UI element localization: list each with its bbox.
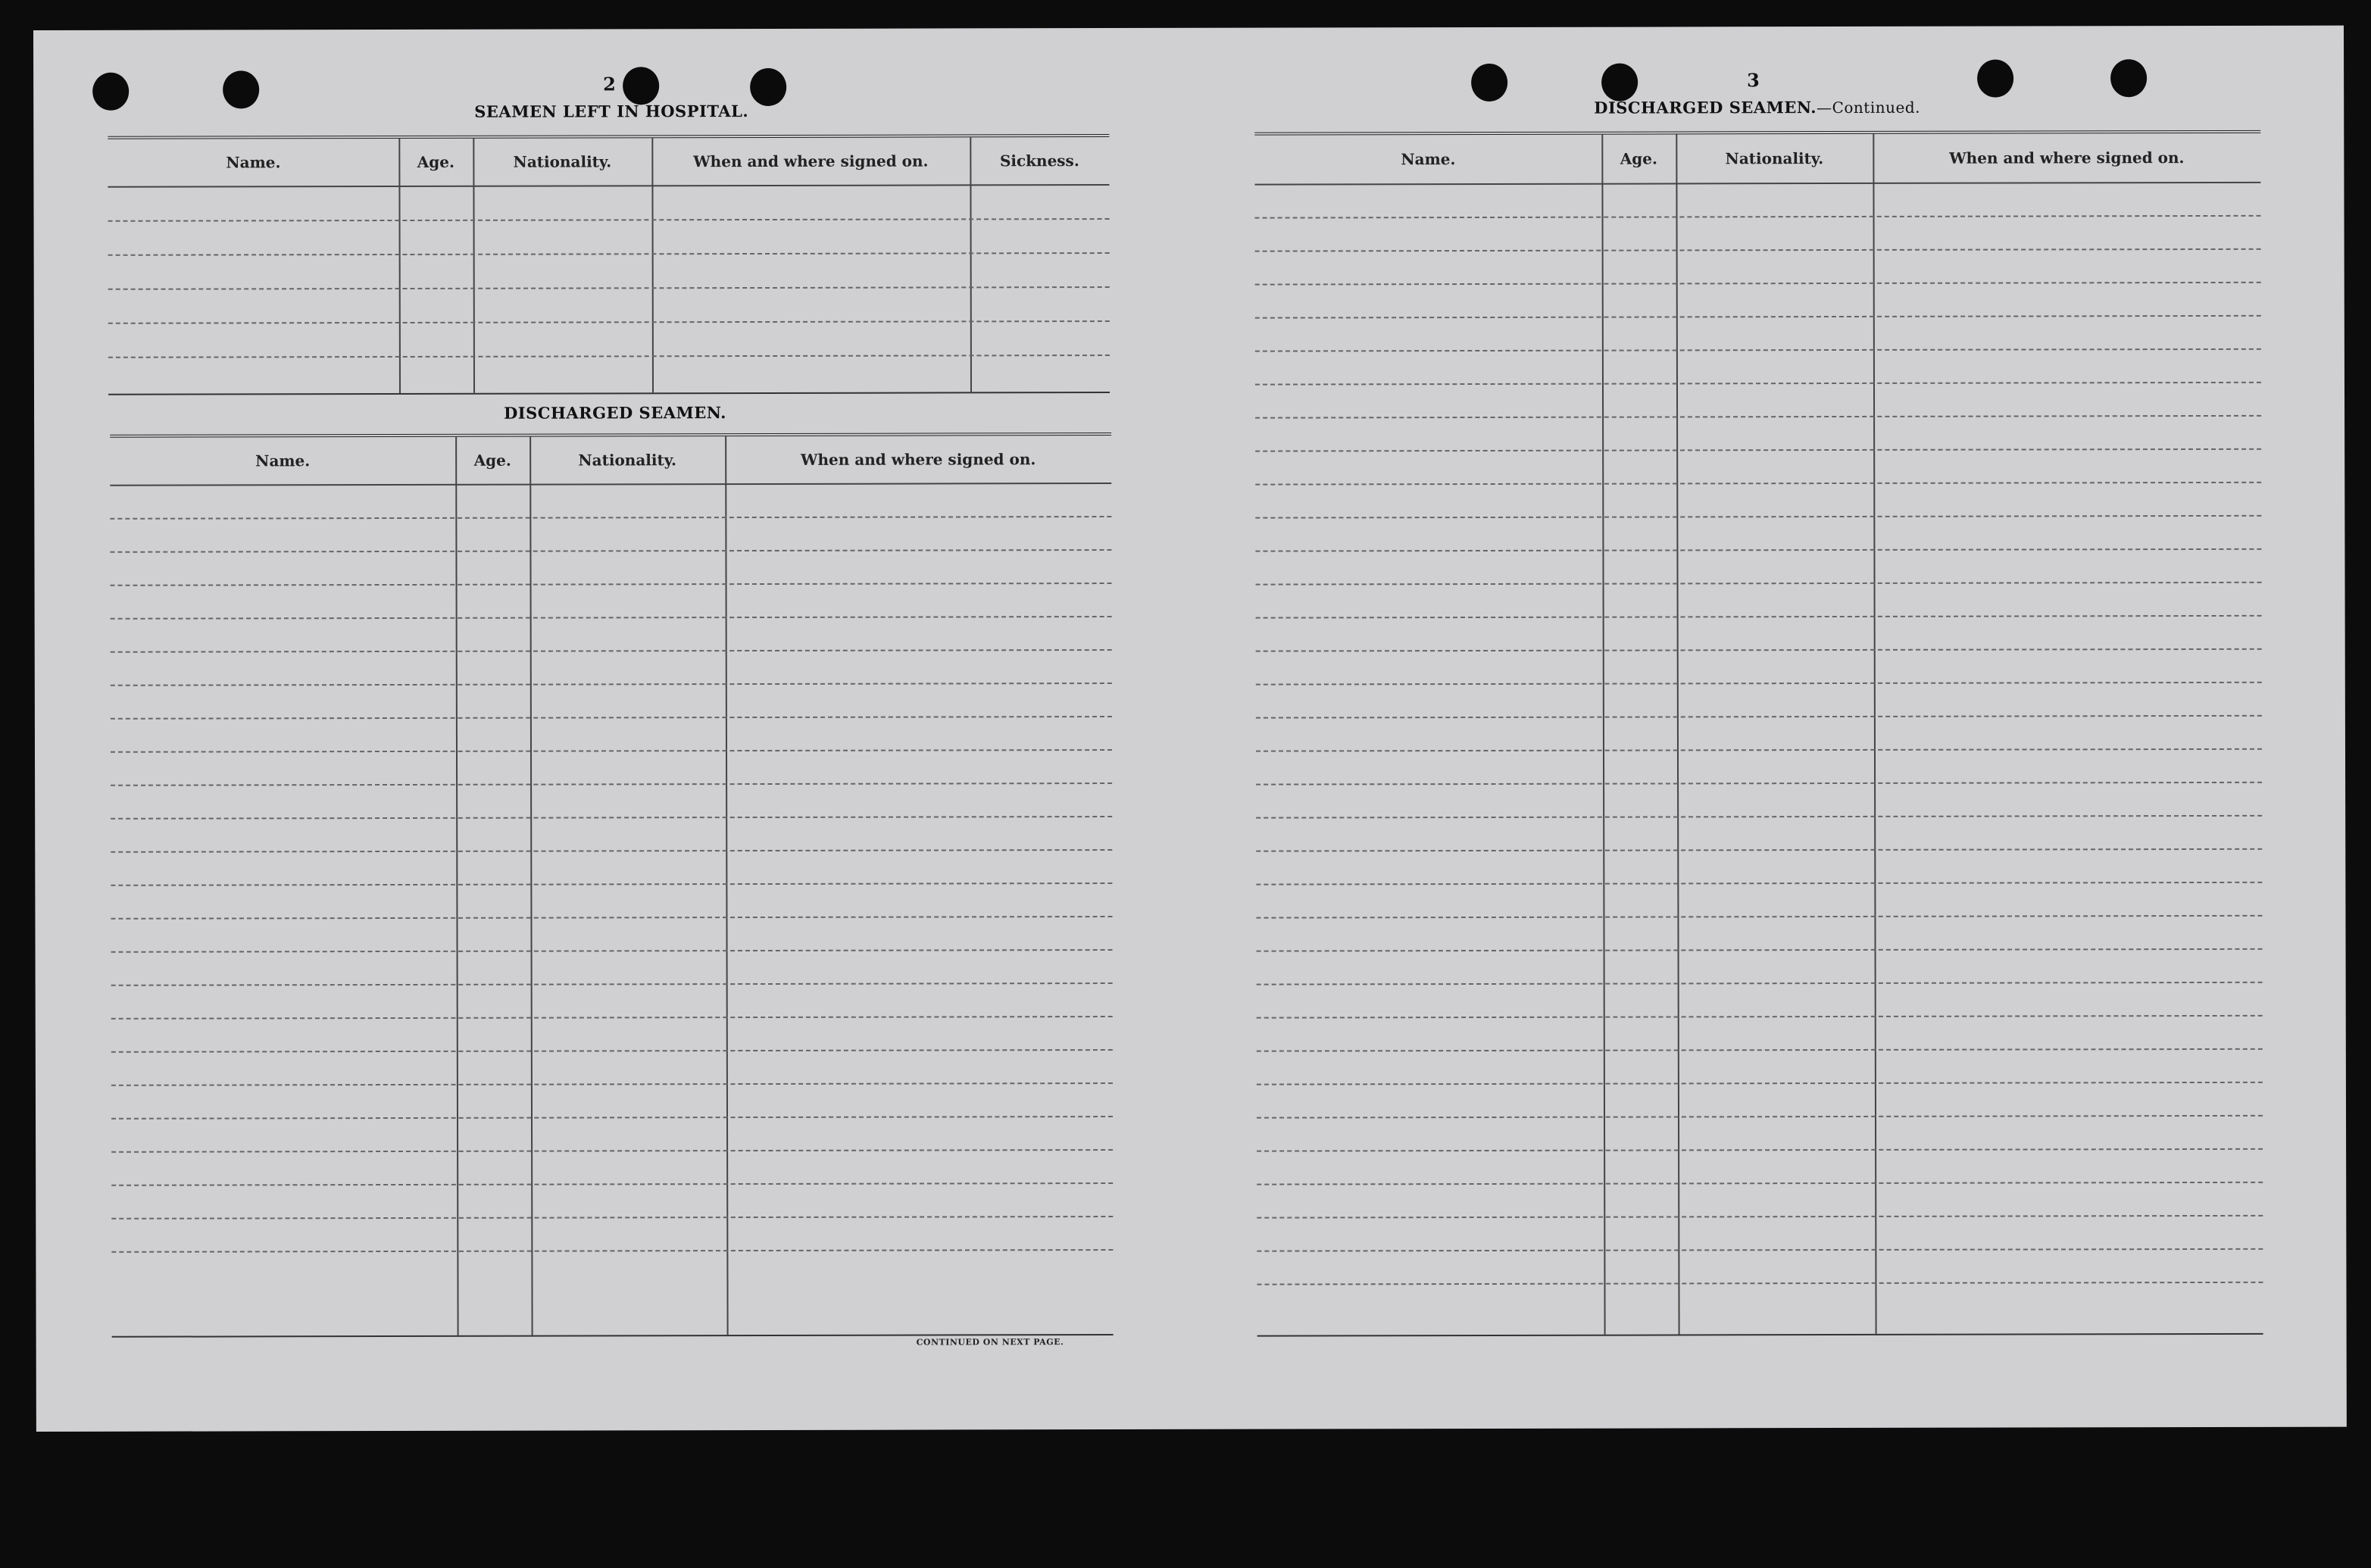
col-header-age: Age. [417,152,455,171]
table-row [1257,1117,2263,1152]
table-row [1255,283,2261,319]
table-row [111,884,1112,920]
table-row [1255,317,2261,352]
punch-hole [1601,64,1638,102]
table-row [1255,517,2261,552]
col-header-name: Name. [226,153,281,172]
discharged-section-title: DISCHARGED SEAMEN. [504,403,726,423]
discharged-table-right [1254,130,2263,1337]
table-row [110,517,1111,553]
col-header-sickness: Sickness. [999,151,1079,170]
col-header-age: Age. [473,451,511,470]
discharged-table-left [110,433,1113,1338]
punch-hole [1977,60,2013,98]
table-row [1256,617,2262,652]
punch-hole [750,68,786,106]
table-row [111,917,1112,953]
table-row [111,1084,1113,1120]
discharged-table-left-header [110,436,1111,486]
hospital-table [108,134,1110,395]
table-row [1256,583,2262,619]
discharged-continued-title-main: DISCHARGED SEAMEN. [1594,98,1817,117]
table-row [111,784,1112,820]
col-header-signed-on: When and where signed on. [801,450,1036,469]
table-row [1257,950,2263,985]
continued-footnote: CONTINUED ON NEXT PAGE. [916,1337,1064,1348]
table-row [1254,183,2260,219]
table-row [108,322,1110,358]
table-row [108,254,1110,290]
table-row [1257,1083,2263,1119]
table-row [1255,250,2261,286]
table-row [111,1217,1113,1253]
page-number-left: 2 [603,73,616,95]
hospital-rows [108,186,1110,394]
table-row [1256,917,2262,952]
table-row [111,617,1112,653]
table-row [111,651,1112,686]
table-row [108,186,1109,222]
table-row [1256,717,2262,752]
table-row [1257,1183,2263,1219]
table-row [111,1017,1113,1053]
table-row [1256,850,2262,886]
discharged-table-right-header [1254,133,2260,186]
discharged-continued-title-suffix: —Continued. [1817,98,1921,117]
table-row [111,851,1112,886]
table-row [110,551,1111,586]
table-row [1257,1050,2263,1085]
col-header-nationality: Nationality. [1725,149,1824,168]
table-row [1257,1017,2263,1052]
discharged-rows-left [110,484,1113,1336]
table-row [111,1151,1113,1186]
table-row [1255,483,2261,519]
punch-hole [623,67,659,105]
table-row [108,220,1110,256]
col-header-signed-on: When and where signed on. [693,151,929,171]
table-row [1256,883,2262,919]
table-row [111,717,1112,753]
table-row [110,484,1111,520]
table-row [111,684,1112,720]
table-row [111,817,1112,853]
col-header-nationality: Nationality. [578,451,677,470]
table-row [1257,1250,2263,1285]
col-header-age: Age. [1620,149,1657,168]
table-row [111,1184,1113,1220]
table-row [1255,550,2261,586]
page-number-right: 3 [1747,69,1760,92]
table-row [1256,783,2262,819]
col-header-nationality: Nationality. [513,152,612,171]
table-row [111,951,1113,986]
punch-hole [1471,64,1507,102]
table-row [1255,383,2261,419]
table-row [111,984,1113,1020]
table-row [1255,417,2261,452]
col-header-name: Name. [255,451,311,470]
table-row [111,751,1112,786]
discharged-rows-right [1254,183,2263,1335]
table-row [1255,350,2261,386]
hospital-table-header [108,137,1109,188]
punch-hole [2110,59,2147,97]
table-row [111,1117,1113,1153]
table-row [108,288,1110,324]
table-row [1256,683,2262,719]
punch-hole [92,73,129,111]
table-row [111,584,1112,620]
table-row [1256,750,2262,786]
hospital-section-title: SEAMEN LEFT IN HOSPITAL. [474,102,749,121]
table-row [1255,450,2261,486]
table-row [1256,817,2262,852]
table-row [1257,1150,2263,1185]
table-row [111,1251,1113,1288]
table-row [1257,983,2263,1019]
table-row [1255,217,2261,252]
table-row [1257,1217,2263,1252]
register-sheet [33,26,2347,1432]
table-row [108,356,1110,392]
table-row [111,1051,1113,1086]
col-header-name: Name. [1401,150,1456,169]
punch-hole [223,70,259,108]
table-row [1256,650,2262,686]
discharged-continued-title [1594,98,1920,117]
table-row [1257,1283,2263,1320]
col-header-signed-on: When and where signed on. [1949,148,2185,167]
